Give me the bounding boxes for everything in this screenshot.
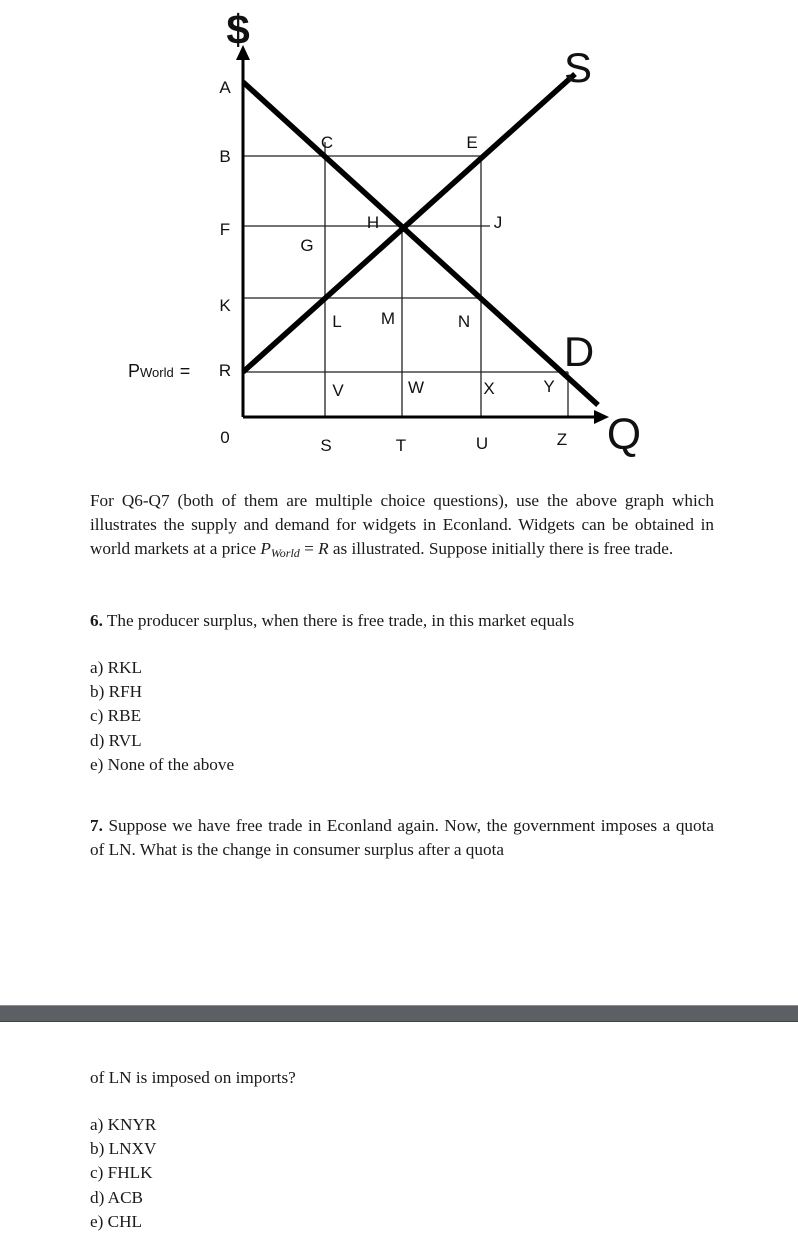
page-divider	[0, 1005, 798, 1022]
demand-curve	[243, 82, 598, 405]
q7-option-e: e) CHL	[90, 1211, 143, 1231]
question-7-number: 7.	[90, 816, 103, 835]
intro-paragraph: For Q6-Q7 (both of them are multiple choice questions), use the above graph which illustrates the supply and demand for widgets in Econland. Widgets can be obtained in world markets at a price $P_{World} = R$ as illustrated. Suppose initially there is free trade.	[90, 491, 714, 560]
supply-curve-label: S	[563, 44, 593, 91]
question-6-text: The producer surplus, when there is free trade, in this market equals	[106, 611, 575, 630]
q6-option-d: d) RVL	[90, 730, 142, 750]
price-label-B: B	[219, 147, 231, 166]
world-price-label: PWorld =	[128, 361, 191, 381]
q7-option-a: a) KNYR	[90, 1115, 157, 1134]
q6-option-b: b) RFH	[90, 682, 143, 702]
supply-curve	[243, 74, 575, 372]
point-label-C: C	[320, 133, 334, 152]
question-7	[90, 814, 714, 862]
point-label-X: X	[483, 379, 495, 398]
price-label-A: A	[219, 78, 231, 97]
quantity-label-U: U	[475, 434, 489, 453]
point-label-G: G	[300, 236, 314, 255]
x-axis-q-label: Q	[606, 410, 642, 459]
quantity-label-S: S	[320, 436, 332, 455]
q7-option-b: b) LNXV	[90, 1139, 157, 1159]
question-7-options	[90, 1113, 156, 1234]
question-6	[90, 609, 714, 633]
point-label-N: N	[457, 312, 471, 331]
point-label-Y: Y	[543, 377, 555, 396]
origin-label: 0	[220, 428, 230, 447]
demand-curve-label: D	[563, 328, 595, 375]
q6-option-e: e) None of the above	[90, 754, 235, 774]
quantity-label-T: T	[395, 436, 407, 455]
question-7-continued: of LN is imposed on imports?	[90, 1068, 296, 1087]
point-label-J: J	[493, 213, 503, 232]
price-label-R: R	[218, 361, 232, 380]
q7-option-d: d) ACB	[90, 1187, 144, 1207]
price-label-K: K	[219, 296, 231, 315]
question-6-number: 6.	[90, 611, 103, 630]
quantity-label-Z: Z	[556, 430, 568, 449]
point-label-W: W	[407, 378, 425, 397]
y-axis-dollar-label: $	[226, 6, 250, 53]
point-label-E: E	[466, 133, 478, 152]
q7-option-c: c) FHLK	[90, 1163, 153, 1183]
supply-demand-graph	[0, 0, 798, 470]
point-label-M: M	[380, 309, 396, 328]
q6-option-c: c) RBE	[90, 706, 142, 726]
q6-option-a: a) RKL	[90, 658, 143, 677]
question-7-text: Suppose we have free trade in Econland again. Now, the government imposes a quota of LN. What is the change in consumer surplus after a quota	[90, 816, 715, 859]
price-label-F: F	[219, 220, 231, 239]
point-label-L: L	[332, 312, 342, 331]
point-label-H: H	[366, 213, 380, 232]
question-6-options	[90, 656, 234, 777]
point-label-V: V	[332, 381, 344, 400]
